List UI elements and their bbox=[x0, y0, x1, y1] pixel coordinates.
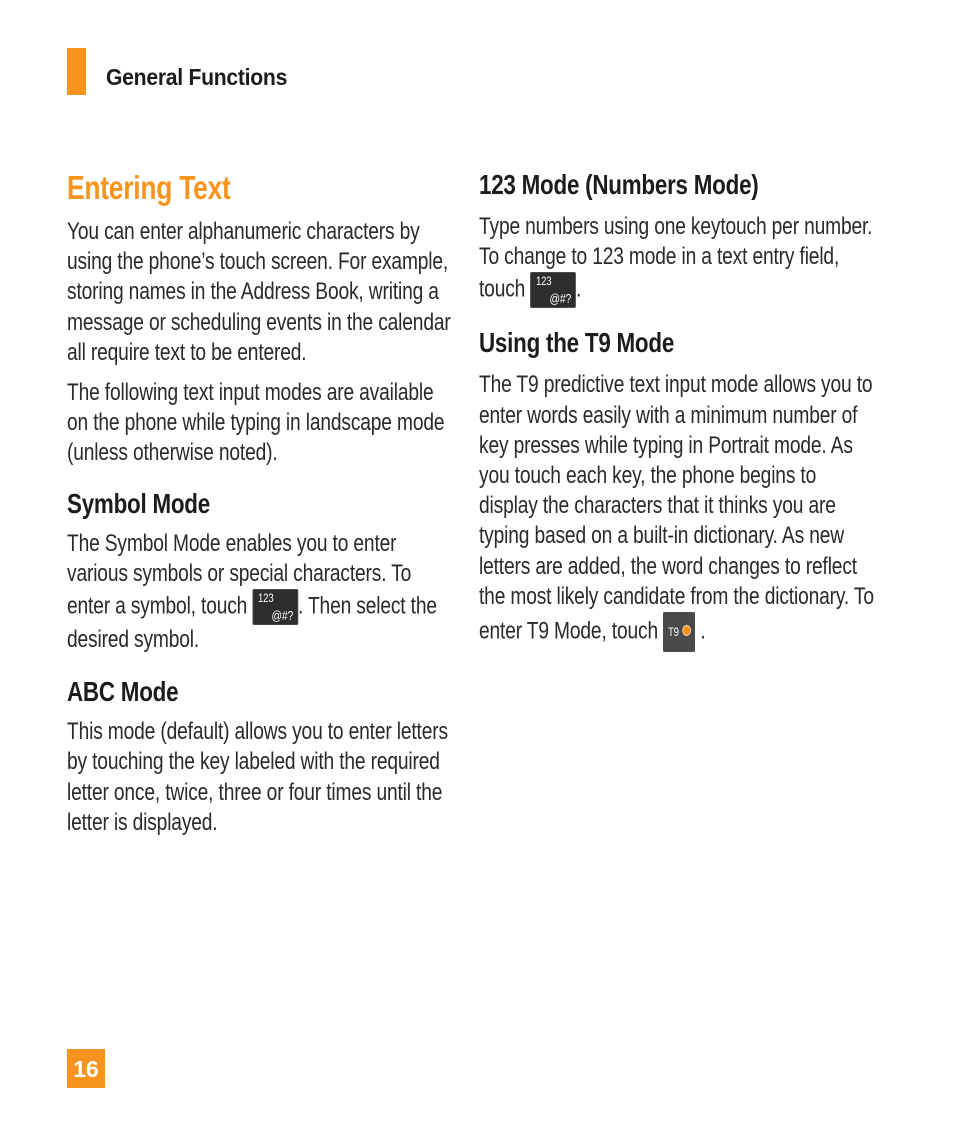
symbol-key-bottom-label: @#? bbox=[271, 608, 294, 624]
intro-paragraph-2: The following text input modes are available on the phone while typing in landscape mode (unless otherwise noted). bbox=[67, 379, 445, 467]
t9-key-label: T9 bbox=[667, 625, 679, 640]
t9-mode-heading: Using the T9 Mode bbox=[479, 327, 675, 359]
left-column bbox=[67, 168, 459, 838]
numbers-key-bottom-label: @#? bbox=[549, 291, 572, 307]
numbers-key-top-label: 123 bbox=[535, 274, 552, 289]
symbol-key-icon bbox=[252, 589, 298, 625]
intro-paragraph-1: You can enter alphanumeric characters by using the phone’s touch screen. For example, storing names in the Address Book, writing a message or scheduling events in the calendar all require text to be entered. bbox=[67, 218, 451, 366]
numbers-key-icon bbox=[530, 272, 576, 308]
t9-mode-paragraph bbox=[479, 370, 879, 652]
numbers-mode-paragraph bbox=[479, 212, 879, 308]
right-column-content bbox=[479, 168, 879, 652]
abc-mode-heading: ABC Mode bbox=[67, 676, 179, 708]
numbers-mode-text-after: . bbox=[575, 275, 582, 303]
t9-mode-text-before: The T9 predictive text input mode allows you to enter words easily with a minimum number of key presses while typing in Portrait mode. As you touch each key, the phone begins to display the characters that it thinks you are typing based on a built-in dictionary. As new letters are added, the word changes to reflect the most likely candidate from the dictionary. To enter T9 Mode, touch bbox=[479, 371, 874, 645]
t9-mode-text-after: . bbox=[700, 617, 706, 645]
numbers-mode-text-before: Type numbers using one keytouch per number. To change to 123 mode in a text entry field, touch bbox=[479, 213, 873, 303]
page-number: 16 bbox=[73, 1056, 99, 1082]
symbol-mode-text-before: The Symbol Mode enables you to enter various symbols or special characters. To enter a symbol, touch bbox=[67, 529, 412, 620]
abc-mode-paragraph: This mode (default) allows you to enter letters by touching the key labeled with the required letter once, twice, three or four times until the letter is displayed. bbox=[67, 718, 448, 836]
symbol-mode-paragraph bbox=[67, 529, 459, 656]
symbol-mode-heading: Symbol Mode bbox=[67, 487, 210, 519]
t9-indicator-dot-icon bbox=[683, 626, 690, 635]
left-column-content bbox=[67, 168, 459, 838]
symbol-mode-text-after: . Then select the desired symbol. bbox=[67, 592, 437, 654]
section-title: General Functions bbox=[106, 64, 288, 90]
right-column bbox=[479, 168, 879, 652]
numbers-mode-heading: 123 Mode (Numbers Mode) bbox=[479, 169, 759, 200]
t9-key-icon bbox=[663, 612, 695, 652]
section-accent-bar bbox=[67, 48, 86, 95]
page-number-badge bbox=[67, 1049, 105, 1088]
symbol-key-top-label: 123 bbox=[257, 591, 274, 606]
page-title: Entering Text bbox=[67, 169, 231, 206]
